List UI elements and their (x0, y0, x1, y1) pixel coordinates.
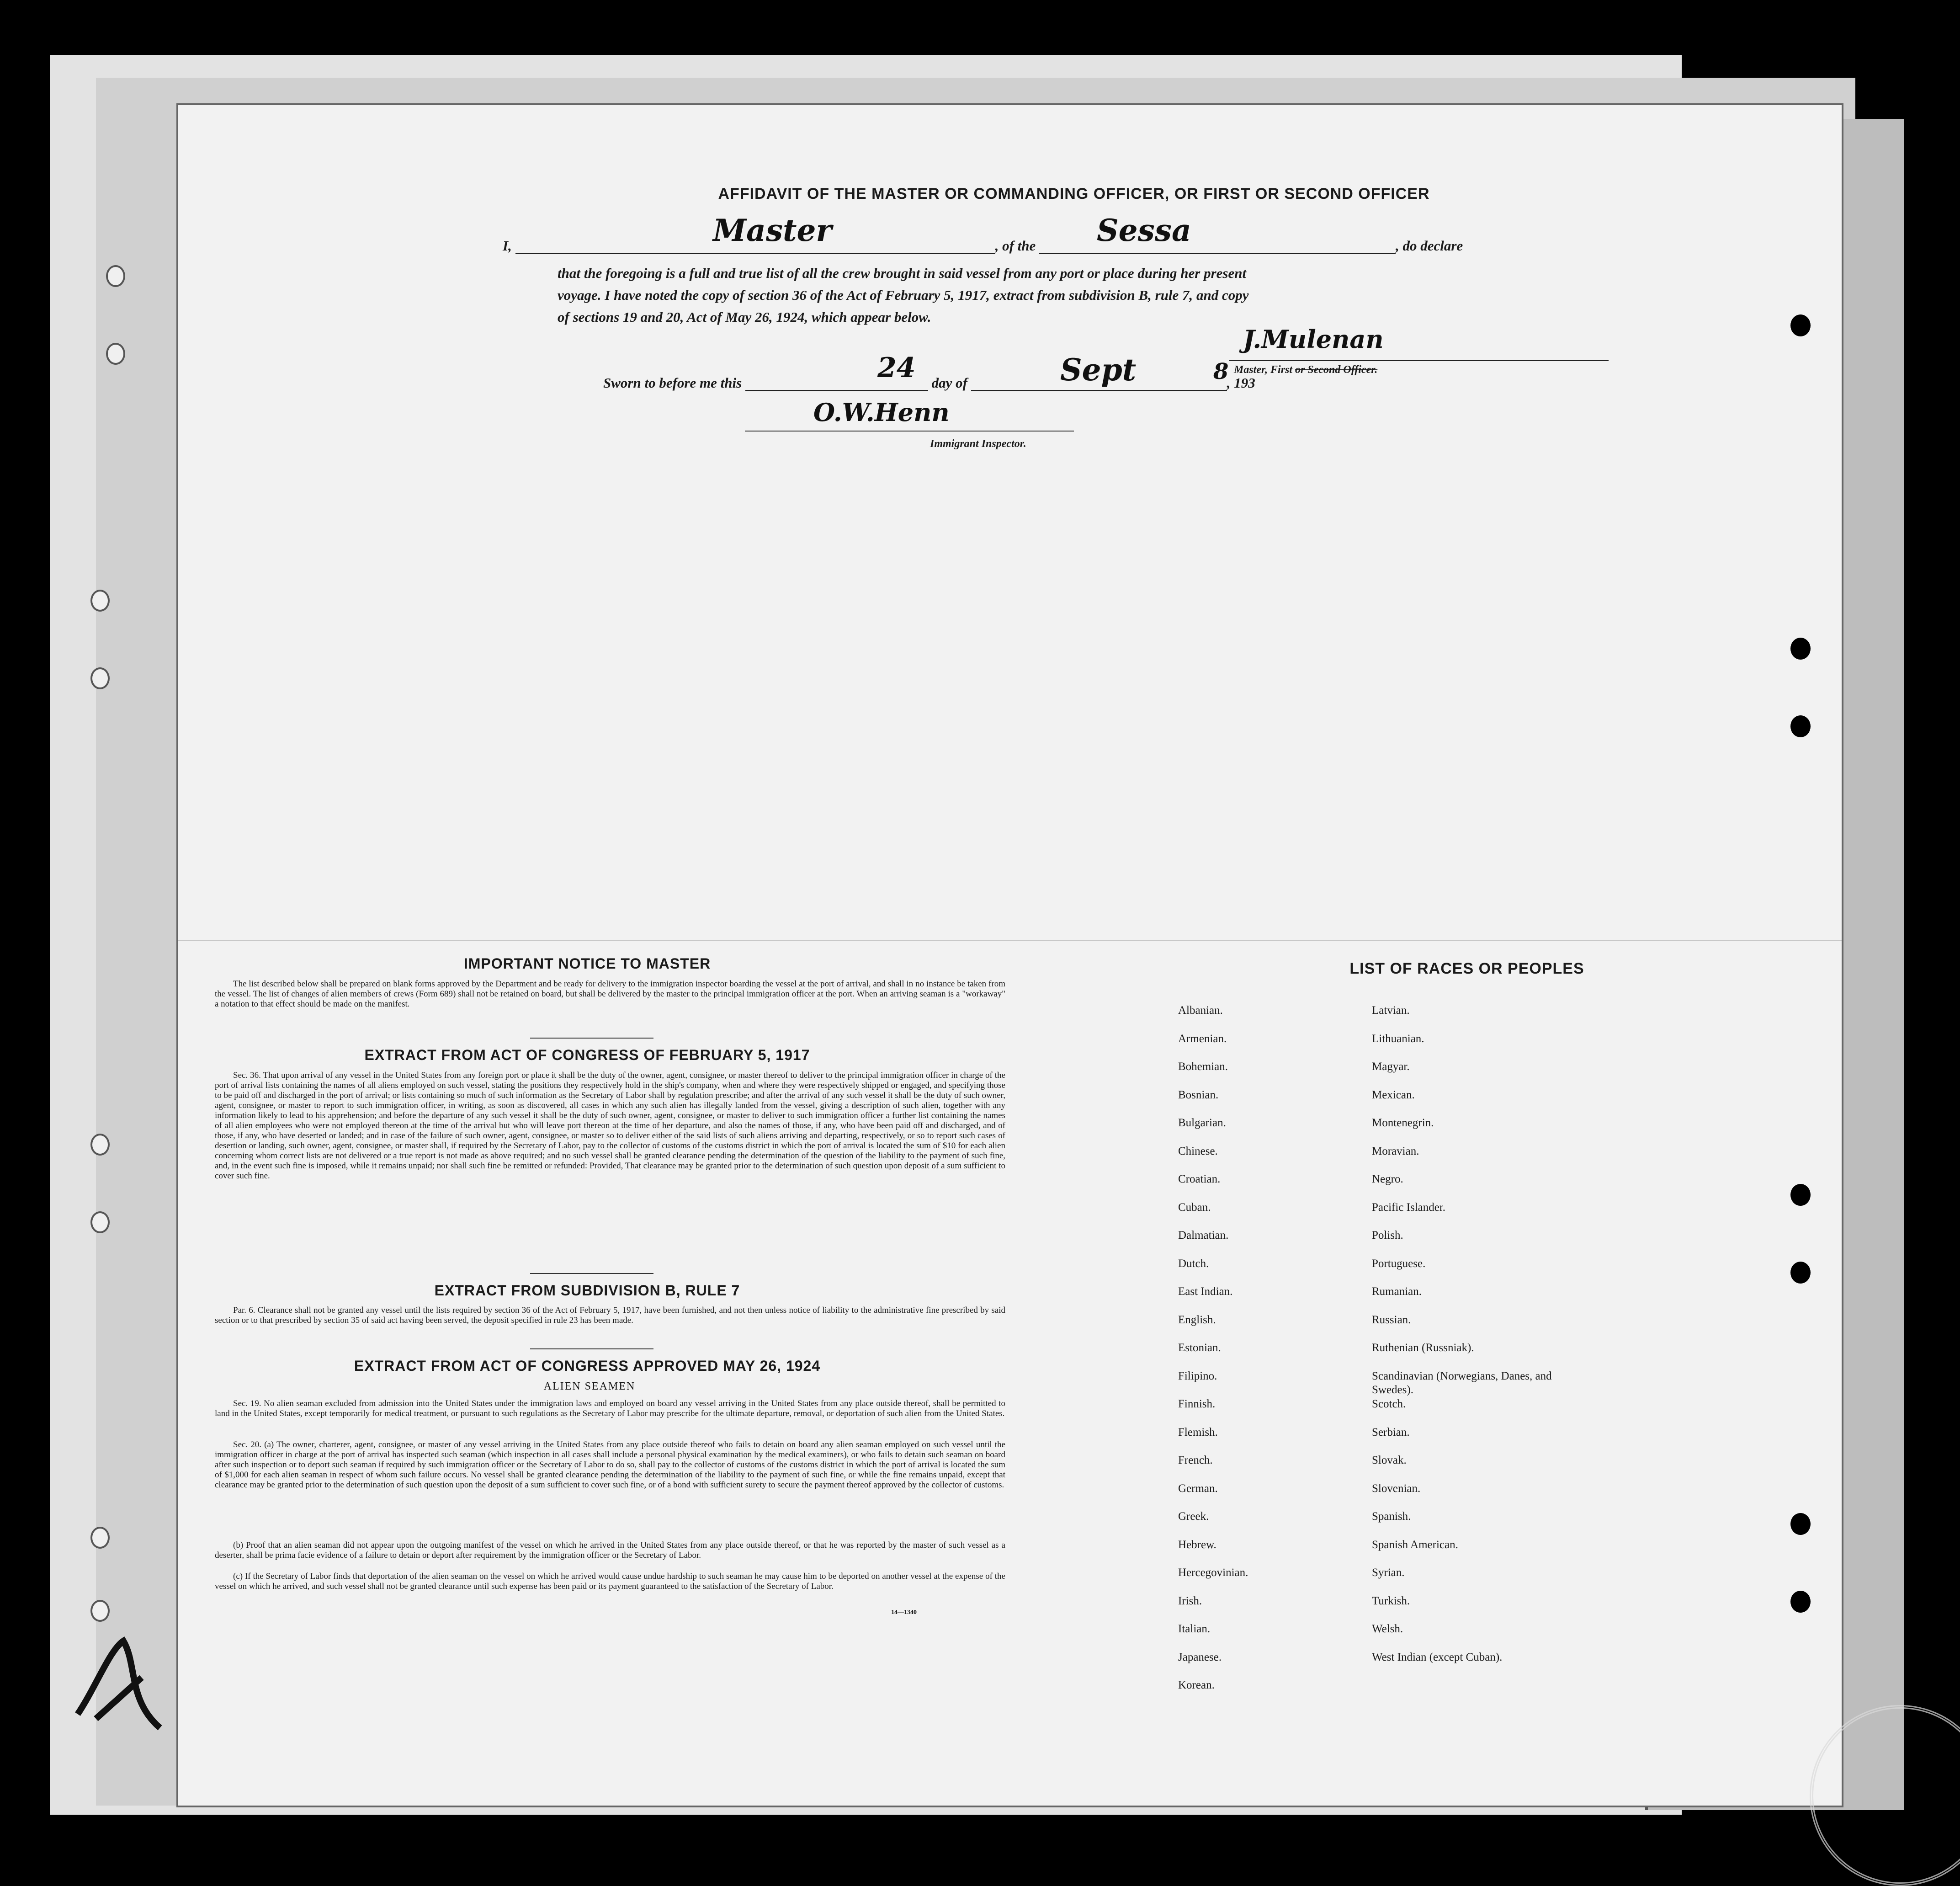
race-item: Cuban. (1178, 1201, 1211, 1214)
affidavit-line2: that the foregoing is a full and true list of all the crew brought in said vessel from any port or place during her present (558, 265, 1247, 281)
race-item: Estonian. (1178, 1342, 1221, 1354)
race-item: Dalmatian. (1178, 1229, 1229, 1241)
race-item: Croatian. (1178, 1173, 1221, 1185)
officer-caption-struck: or Second Officer. (1295, 364, 1378, 376)
race-item: Hebrew. (1178, 1538, 1216, 1551)
race-item: Spanish American. (1372, 1538, 1458, 1551)
handwritten-inspector-signature: O.W.Henn (813, 398, 950, 427)
handwritten-year-digit: 8 (1213, 359, 1229, 384)
divider (530, 1273, 653, 1274)
extract2-title: EXTRACT FROM SUBDIVISION B, RULE 7 (434, 1282, 740, 1299)
race-item: Serbian. (1372, 1426, 1410, 1438)
officer-caption (1234, 364, 1377, 376)
binder-hole (106, 265, 125, 287)
race-item: Slovenian. (1372, 1482, 1421, 1495)
race-item: East Indian. (1178, 1285, 1233, 1298)
extract2-text: Par. 6. Clearance shall not be granted any vessel until the lists required by section 36 of the Act of February 5, 1917, have been furnished, and not then unless notice of liability to the administrative fine prescribed by said section or to that prescribed by section 35 of said act having been served, the deposit specified in rule 23 has been made. (215, 1305, 1005, 1325)
race-item: Scandinavian (Norwegians, Danes, and Swedes). (1372, 1369, 1552, 1396)
binder-hole (1790, 1184, 1811, 1206)
day-blank (745, 390, 928, 391)
affidavit-line3: voyage. I have noted the copy of section 36 of the Act of February 5, 1917, extract from subdivision B, rule 7, and copy (558, 287, 1249, 303)
binder-hole (1790, 1262, 1811, 1284)
race-item: Magyar. (1372, 1060, 1410, 1073)
race-item: Scotch. (1372, 1398, 1406, 1410)
race-item: German. (1178, 1482, 1218, 1495)
affidavit-of-the: , of the (995, 238, 1036, 254)
extract3-sec19: Sec. 19. No alien seaman excluded from admission into the United States under the immigration laws and employed on board any vessel arriving in the United States from any place outside thereof, shall be permitted to land in the United States, except temporarily for medical treatment, or pursuant to such regulations as the Secretary of Labor may prescribe for the ultimate departure, removal, or deportation of such alien from the United States. (215, 1399, 1005, 1418)
binder-hole (90, 1134, 110, 1156)
race-item: English. (1178, 1313, 1216, 1326)
margin-scribble (69, 1623, 187, 1742)
race-item: Portuguese. (1372, 1257, 1426, 1270)
race-item: Syrian. (1372, 1566, 1405, 1579)
embossed-seal (1810, 1705, 1960, 1886)
race-item: Italian. (1178, 1623, 1211, 1635)
binder-hole (1790, 314, 1811, 336)
extract3-sec20c: (c) If the Secretary of Labor finds that deportation of the alien seaman on the vessel on which he arrived would cause undue hardship to such seaman he may cause him to be deported on another vessel at the expense of the vessel on which he arrived, and such vessel shall not be granted clearance until such expense has been paid or its payment guaranteed to the satisfaction of the Secretary of Labor. (215, 1572, 1005, 1591)
race-item: Rumanian. (1372, 1285, 1422, 1298)
affidavit-do-declare: , do declare (1396, 238, 1463, 254)
race-item: West Indian (except Cuban). (1372, 1651, 1503, 1663)
signature-line (1229, 360, 1609, 361)
race-item: Latvian. (1372, 1004, 1410, 1017)
inspector-caption: Immigrant Inspector. (930, 438, 1026, 450)
race-item: Japanese. (1178, 1651, 1222, 1663)
race-item: Chinese. (1178, 1145, 1218, 1157)
race-item: Greek. (1178, 1510, 1209, 1523)
fold-line (178, 940, 1842, 941)
month-blank (971, 390, 1227, 391)
binder-hole (90, 1211, 110, 1233)
race-item: Russian. (1372, 1313, 1411, 1326)
binder-hole (90, 590, 110, 612)
race-item: Albanian. (1178, 1004, 1223, 1017)
race-item: Irish. (1178, 1594, 1202, 1607)
handwritten-rank: Master (713, 213, 832, 248)
binder-hole (1790, 1513, 1811, 1535)
race-item: Welsh. (1372, 1623, 1403, 1635)
race-item: Finnish. (1178, 1398, 1216, 1410)
race-item: Dutch. (1178, 1257, 1209, 1270)
race-item: Pacific Islander. (1372, 1201, 1446, 1214)
race-item: Flemish. (1178, 1426, 1218, 1438)
binder-hole (1790, 1591, 1811, 1613)
binder-hole (1790, 715, 1811, 737)
sworn-day-of: day of (931, 375, 967, 391)
race-item: Montenegrin. (1372, 1117, 1434, 1129)
race-item: Spanish. (1372, 1510, 1411, 1523)
affidavit-title: AFFIDAVIT OF THE MASTER OR COMMANDING OFFICER, OR FIRST OR SECOND OFFICER (718, 185, 1430, 202)
race-item: Bohemian. (1178, 1060, 1228, 1073)
sworn-line (603, 375, 1255, 391)
race-item: Ruthenian (Russniak). (1372, 1342, 1474, 1354)
race-item: Mexican. (1372, 1088, 1415, 1101)
races-title: LIST OF RACES OR PEOPLES (1349, 960, 1584, 977)
inspector-line (745, 431, 1074, 432)
affidavit-i: I, (503, 238, 512, 254)
divider (530, 1038, 653, 1039)
binder-hole (90, 1600, 110, 1622)
extract3-sec20a: Sec. 20. (a) The owner, charterer, agent, consignee, or master of any vessel arriving in the United States from any place outside thereof who fails to detain on board any alien seaman employed on such vessel until the immigration officer in charge at the port of arrival has inspected such seaman (which inspection in all cases shall include a personal physical examination by the medical examiners), or who fails to detain such seaman on board after such inspection or to deport such seaman if required by such immigration officer or the Secretary of Labor to do so, shall pay to the collector of customs of the customs district in which the port of arrival is located the sum of $1,000 for each alien seaman in respect of whom such failure occurs. No vessel shall be granted clearance pending the determination of the liability to the payment of such fine, or while the fine remains unpaid, except that clearance may be granted prior to the determination of such question upon the deposit of a sum sufficient to cover such fine, or of a bond with sufficient surety to secure the payment thereof approved by the collector of customs. (215, 1440, 1005, 1490)
race-item: Hercegovinian. (1178, 1566, 1248, 1579)
races-column-1 (1178, 1004, 1248, 1707)
race-item: Bosnian. (1178, 1088, 1219, 1101)
race-item: Turkish. (1372, 1594, 1410, 1607)
notice-text: The list described below shall be prepared on blank forms approved by the Department and be ready for delivery to the immigration inspector boarding the vessel at the port of arrival, and shall in no instance be taken from the vessel. The list of changes of alien members of crews (Form 689) shall not be retained on board, but shall be delivered by the master to the principal immigration officer at the port. When an arriving seaman is a "workaway" a notation to that effect should be made on the manifest. (215, 979, 1005, 1009)
binder-hole (106, 343, 125, 365)
binder-hole (90, 667, 110, 689)
races-column-2 (1372, 1004, 1564, 1678)
extract3-sec20b: (b) Proof that an alien seaman did not appear upon the outgoing manifest of the vessel on which he arrived in the United States from any place outside thereof, or that he was reported by the master of such vessel as a deserter, shall be prima facie evidence of a failure to detain or deport after requirement by the immigration officer or the Secretary of Labor. (215, 1540, 1005, 1560)
race-item: Bulgarian. (1178, 1117, 1226, 1129)
binder-hole (1790, 638, 1811, 660)
race-item: Filipino. (1178, 1369, 1217, 1382)
form-page (178, 105, 1842, 1806)
notice-title: IMPORTANT NOTICE TO MASTER (463, 955, 711, 972)
race-item: Polish. (1372, 1229, 1403, 1241)
officer-caption-master-first: Master, First (1234, 364, 1293, 376)
race-item: Armenian. (1178, 1032, 1227, 1045)
divider (530, 1348, 653, 1349)
handwritten-month: Sept (1060, 352, 1137, 388)
extract3-title: EXTRACT FROM ACT OF CONGRESS APPROVED MAY 26, 1924 (354, 1358, 821, 1374)
race-item: Negro. (1372, 1173, 1403, 1185)
rank-blank (515, 253, 995, 254)
race-item: French. (1178, 1454, 1213, 1466)
form-number: 14—1340 (891, 1609, 917, 1616)
handwritten-vessel-name: Sessa (1097, 213, 1191, 248)
race-item: Korean. (1178, 1679, 1215, 1691)
handwritten-signature: J.Mulenan (1243, 325, 1384, 354)
extract1-title: EXTRACT FROM ACT OF CONGRESS OF FEBRUARY 5, 1917 (364, 1047, 810, 1063)
handwritten-day: 24 (877, 352, 916, 384)
affidavit-line4: of sections 19 and 20, Act of May 26, 1924, which appear below. (558, 309, 931, 325)
binder-hole (90, 1527, 110, 1549)
extract3-subtitle: ALIEN SEAMEN (543, 1380, 636, 1392)
sworn-year-prefix: , 193 (1227, 375, 1255, 391)
race-item: Moravian. (1372, 1145, 1419, 1157)
vessel-blank (1039, 253, 1396, 254)
race-item: Slovak. (1372, 1454, 1407, 1466)
affidavit-line1 (503, 238, 1463, 254)
race-item: Lithuanian. (1372, 1032, 1424, 1045)
extract1-text: Sec. 36. That upon arrival of any vessel in the United States from any foreign port or place it shall be the duty of the owner, agent, consignee, or master thereof to deliver to the principal immigration officer in charge of the port of arrival lists containing the names of all aliens employed on such vessel, stating the positions they respectively hold in the ship's company, when and where they were respectively shipped or engaged, and specifying those to be paid off and discharged in the port of arrival; or lists containing so much of such information as the Secretary of Labor shall by regulation prescribe; and after the arrival of any such vessel it shall be the duty of such owner, agent, consignee, or master to report to such immigration officer, in writing, as soon as discovered, all cases in which any such alien has illegally landed from the vessel, giving a description of such alien, together with any information likely to lead to his apprehension; and before the departure of any such vessel it shall be the duty of such owner, agent, consignee, or master to deliver to such immigration officer a further list containing the names of all alien employees who were not employed thereon at the time of the arrival but who will leave port thereon at the time of her departure, and also the names of those, if any, who have been paid off and discharged, and of those, if any, who have deserted or landed; and in case of the failure of such owner, agent, consignee, or master so to deliver either of the said lists of such aliens arriving and departing, respectively, or so to report such cases of desertion or landing, such owner, agent, consignee, or master shall, if required by the Secretary of Labor, pay to the collector of customs of the customs district in which the port of arrival is located the sum of $10 for each alien concerning whom correct lists are not delivered or a true report is not made as above required; and no such vessel shall be granted clearance pending the determination of the question of the liability to the payment of such fine, and, in the event such fine is imposed, while it remains unpaid; nor shall such fine be remitted or refunded: Provided, That clearance may be granted prior to the determination of such question upon deposit of a sum sufficient to cover such fine. (215, 1071, 1005, 1181)
sworn-prefix: Sworn to before me this (603, 375, 742, 391)
